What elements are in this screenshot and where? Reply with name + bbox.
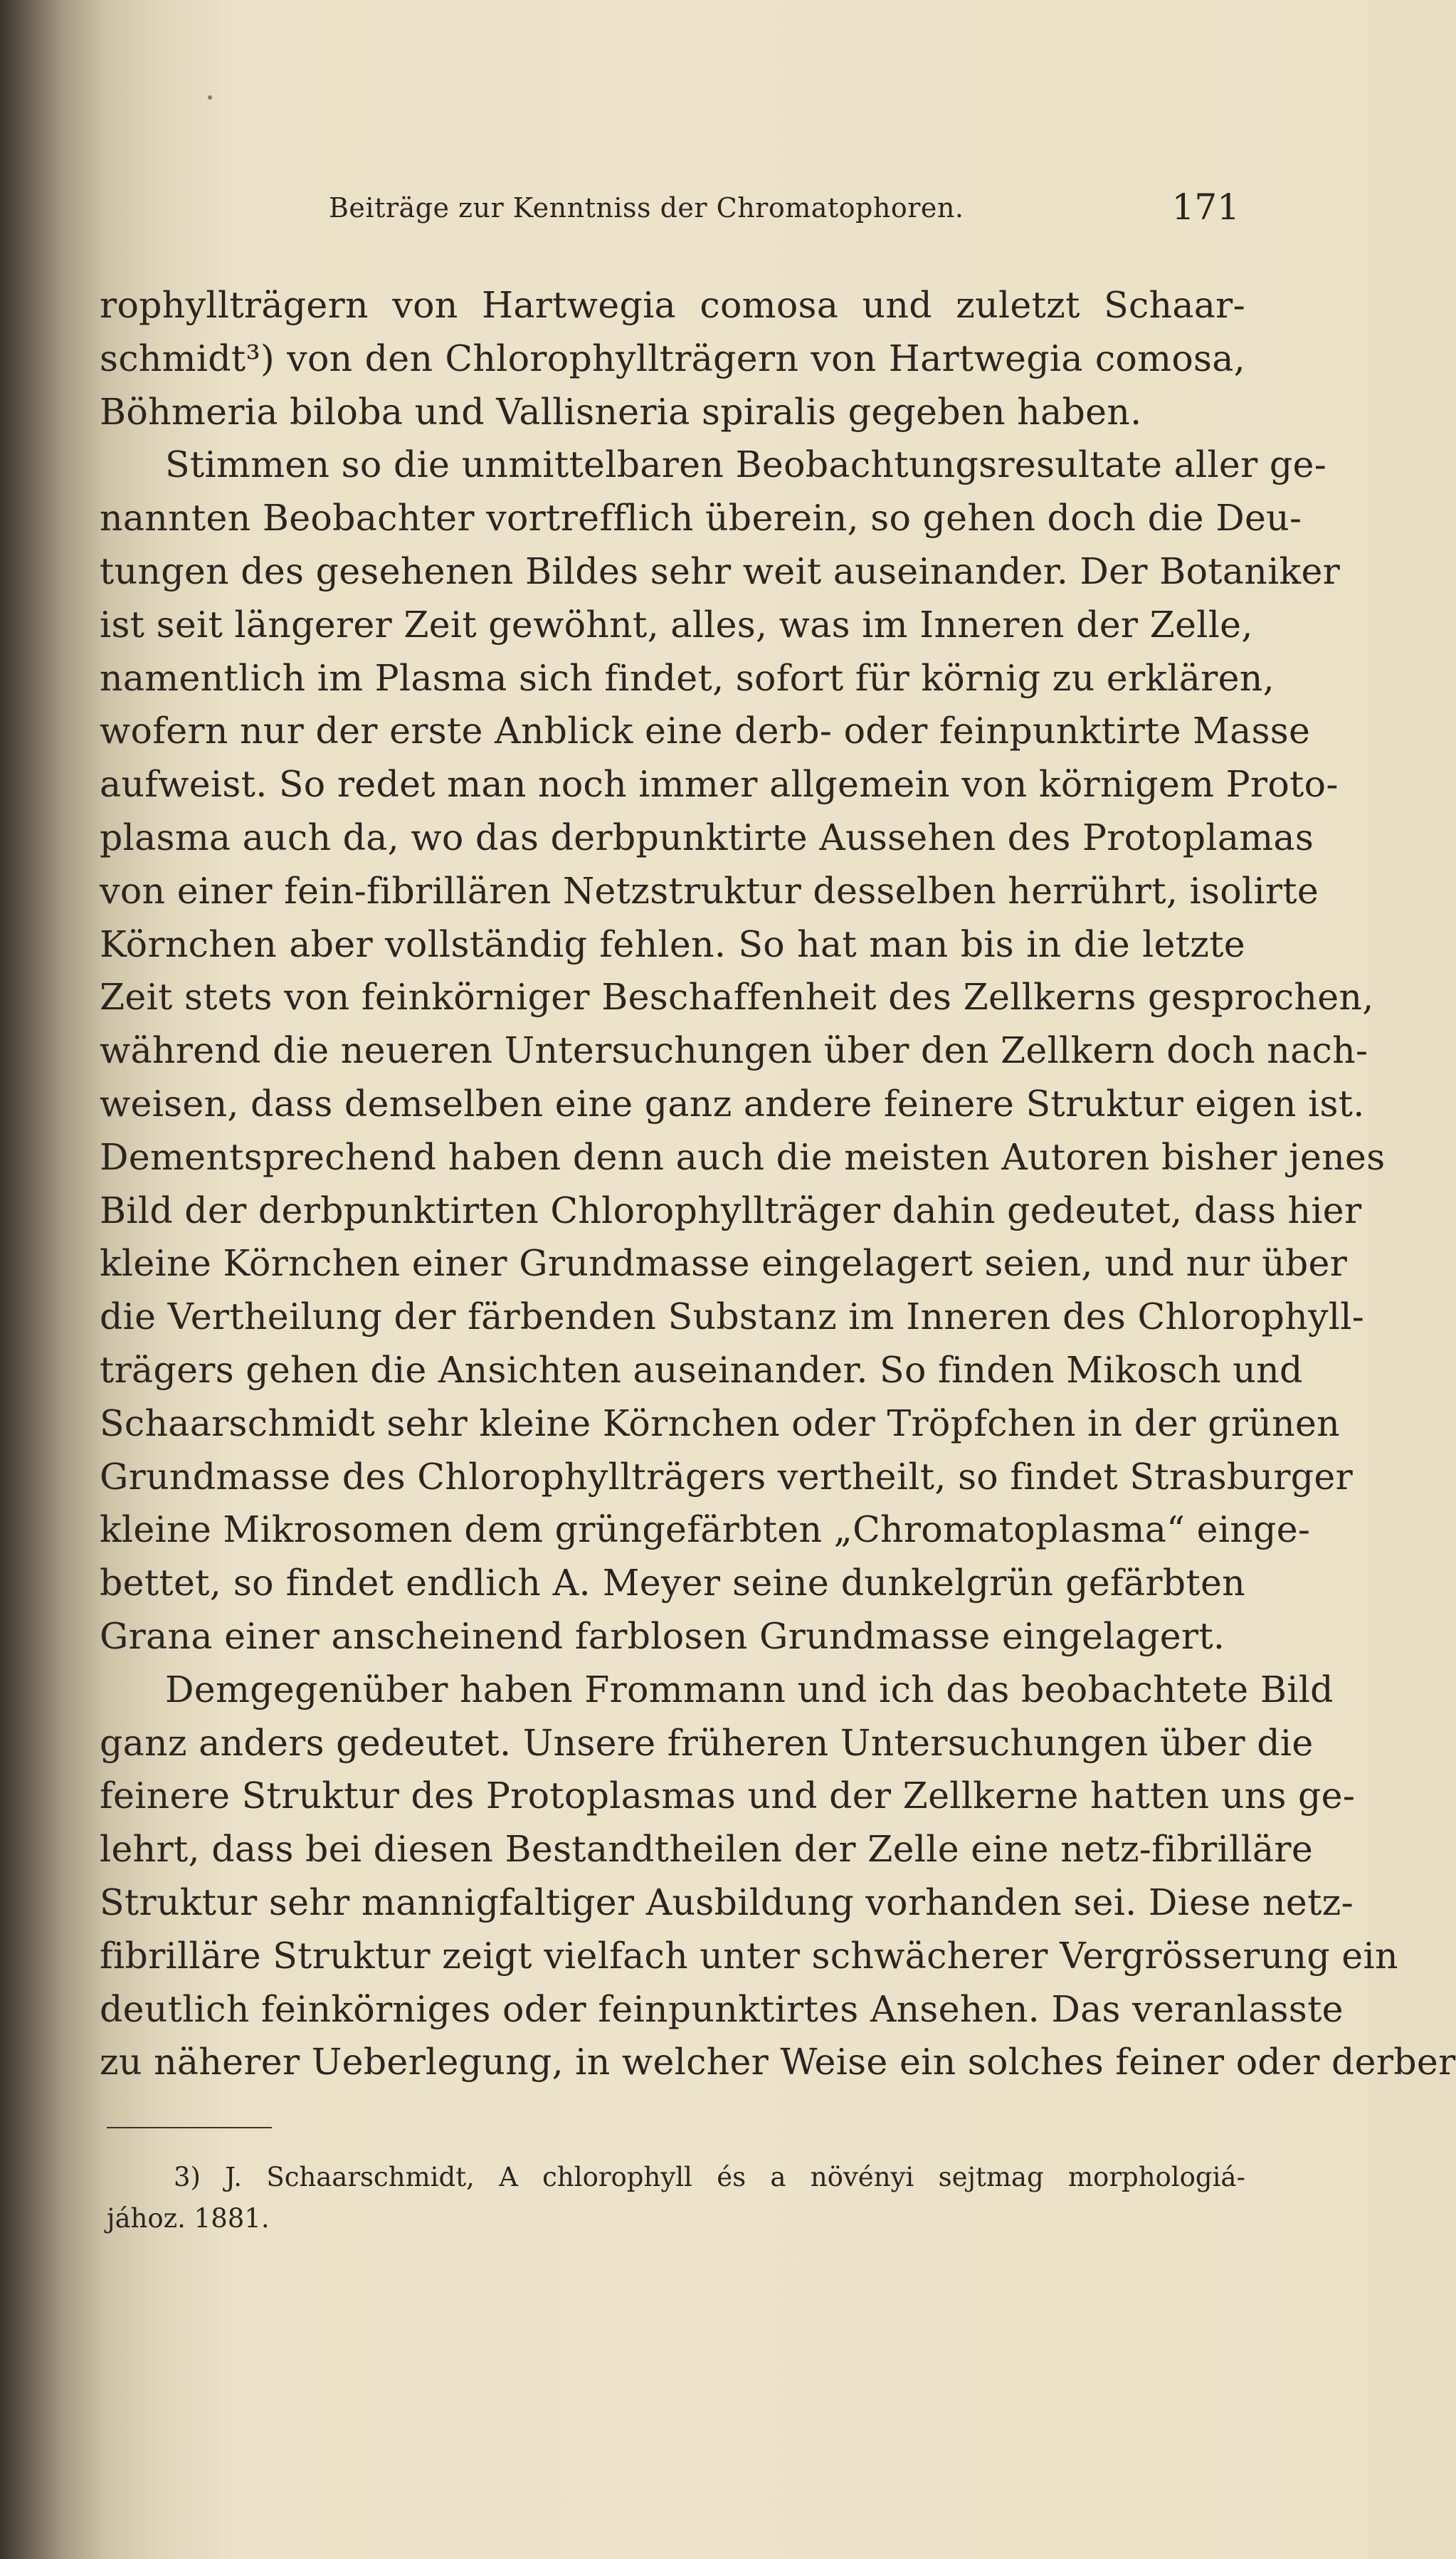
page-number: 171 [1171,186,1240,228]
text-line: von einer fein-fibrillären Netzstruktur desselben herrührt, isolirte [100,869,1319,912]
text-line: Zeit stets von feinkörniger Beschaffenheit des Zellkerns gesprochen, [100,976,1374,1019]
body-text [100,279,1456,2089]
text-line: Dementsprechend haben denn auch die meisten Autoren bisher jenes [100,1135,1386,1178]
text-line: Schaarschmidt sehr kleine Körnchen oder Tröpfchen in der grünen [100,1402,1340,1444]
text-line: namentlich im Plasma sich findet, sofort für körnig zu erklären, [100,656,1275,699]
text-line: plasma auch da, wo das derbpunktirte Aussehen des Protoplamas [100,816,1314,858]
text-line: feinere Struktur des Protoplasmas und der Zellkerne hatten uns ge- [100,1775,1356,1817]
text-line: lehrt, dass bei diesen Bestandtheilen der Zelle eine netz-fibrilläre [100,1828,1313,1871]
text-line: trägers gehen die Ansichten auseinander. So finden Mikosch und [100,1348,1303,1391]
text-line: ganz anders gedeutet. Unsere früheren Untersuchungen über die [100,1721,1314,1764]
text-line: weisen, dass demselben eine ganz andere feinere Struktur eigen ist. [100,1082,1365,1125]
text-line: aufweist. So redet man noch immer allgemein von körnigem Proto- [100,763,1339,806]
text-line: schmidt³) von den Chlorophyllträgern von Hartwegia comosa, [100,337,1245,379]
text-line: zu näherer Ueberlegung, in welcher Weise ein solches feiner oder derber [100,2041,1456,2084]
text-line: nannten Beobachter vortrefflich überein, so gehen doch die Deu- [100,497,1302,540]
text-line: Demgegenüber haben Frommann und ich das beobachtete Bild [165,1668,1334,1711]
text-line: Grana einer anscheinend farblosen Grundmasse eingelagert. [100,1614,1225,1657]
running-title: Beiträge zur Kenntniss der Chromatophoren. [329,192,964,224]
text-line: fibrilläre Struktur zeigt vielfach unter schwächerer Vergrösserung ein [100,1934,1398,1977]
text-line: kleine Körnchen einer Grundmasse eingelagert seien, und nur über [100,1242,1348,1285]
footnotes [107,2157,1245,2239]
text-line: ist seit längerer Zeit gewöhnt, alles, was im Inneren der Zelle, [100,603,1253,646]
text-line: die Vertheilung der färbenden Substanz im Inneren des Chlorophyll- [100,1296,1365,1338]
text-line: Stimmen so die unmittelbaren Beobachtungsresultate aller ge- [165,443,1327,486]
text-line: Körnchen aber vollständig fehlen. So hat man bis in die letzte [100,923,1245,965]
text-line: Grundmasse des Chlorophyllträgers vertheilt, so findet Strasburger [100,1455,1354,1498]
text-line: Struktur sehr mannigfaltiger Ausbildung vorhanden sei. Diese netz- [100,1881,1354,1923]
text-line: wofern nur der erste Anblick eine derb- oder feinpunktirte Masse [100,710,1311,752]
footnote-line: 3) J. Schaarschmidt, A chlorophyll és a növényi sejtmag morphologiá- [174,2162,1245,2192]
text-line: deutlich feinkörniges oder feinpunktirtes Ansehen. Das veranlasste [100,1987,1344,2030]
text-line: kleine Mikrosomen dem grüngefärbten „Chromatoplasma“ einge- [100,1508,1311,1551]
text-line: bettet, so findet endlich A. Meyer seine dunkelgrün gefärbten [100,1562,1245,1604]
text-line: Böhmeria biloba und Vallisneria spiralis gegeben haben. [100,390,1142,433]
footnote-line: jához. 1881. [107,2203,270,2234]
text-line: während die neueren Untersuchungen über den Zellkern doch nach- [100,1029,1368,1072]
footnote-rule [107,2127,272,2128]
speck-mark [208,95,212,100]
page-header [329,186,1240,236]
text-line: Bild der derbpunktirten Chlorophyllträger dahin gedeutet, dass hier [100,1189,1362,1231]
text-line: tungen des gesehenen Bildes sehr weit auseinander. Der Botaniker [100,550,1341,592]
text-line: rophyllträgern von Hartwegia comosa und zuletzt Schaar- [100,284,1245,326]
